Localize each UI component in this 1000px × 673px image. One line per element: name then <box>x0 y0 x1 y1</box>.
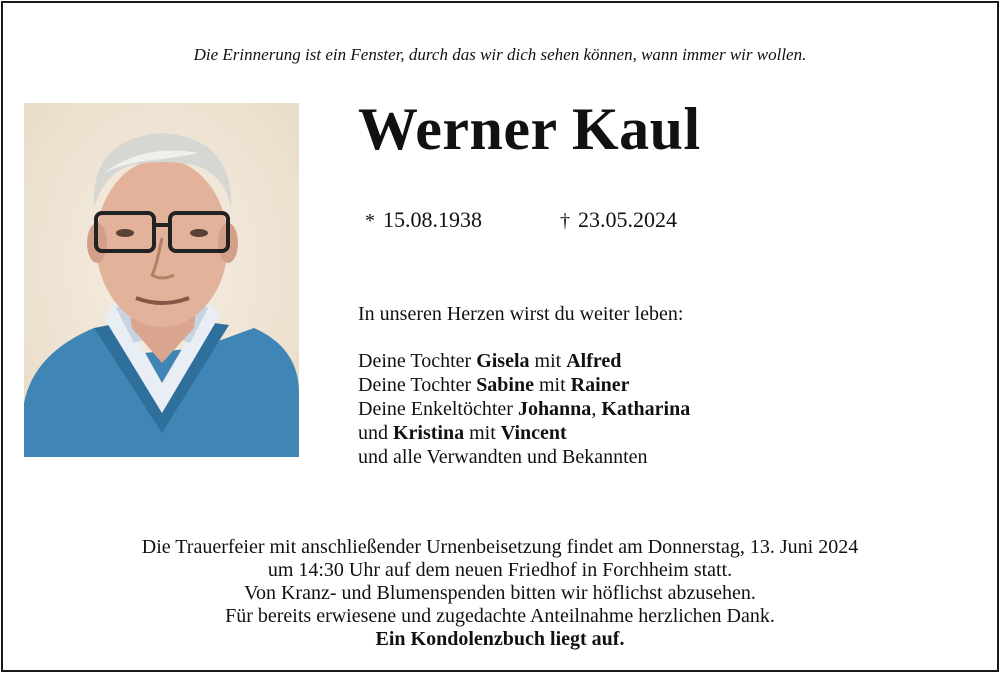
mourner-line <box>358 397 690 421</box>
mourner-connector: mit <box>534 374 571 396</box>
mourner-name: Alfred <box>566 350 622 372</box>
mourner-name: Sabine <box>476 374 534 396</box>
mourner-connector: mit <box>529 350 567 372</box>
birth-date-value: 15.08.1938 <box>383 207 482 232</box>
notice-line: Die Trauerfeier mit anschließender Urnenbeisetzung findet am Donnerstag, 13. Juni 2024 <box>141 536 859 558</box>
mourner-name: Rainer <box>570 374 630 396</box>
mourner-relation: Deine Tochter <box>358 350 477 372</box>
motto-quote: Die Erinnerung ist ein Fenster, durch das wir dich sehen können, wann immer wir wollen. <box>193 45 807 64</box>
portrait-illustration <box>24 103 299 457</box>
death-cross-icon: † <box>560 210 570 232</box>
condolence-book-note: Ein Kondolenzbuch liegt auf. <box>375 628 625 650</box>
mourner-relation: Deine Tochter <box>358 374 477 396</box>
mourners-list <box>358 349 690 469</box>
notice-line: um 14:30 Uhr auf dem neuen Friedhof in Forchheim statt. <box>267 559 733 581</box>
portrait-photo <box>24 103 299 457</box>
birth-date <box>365 207 482 233</box>
mourner-line <box>358 373 690 397</box>
mourner-name: Johanna <box>517 398 592 420</box>
funeral-notice <box>3 536 997 651</box>
mourner-line: und alle Verwandten und Bekannten <box>358 446 648 468</box>
mourner-relation: Deine Enkeltöchter <box>358 398 518 420</box>
mourner-name: Katharina <box>601 398 691 420</box>
mourner-connector: mit <box>464 422 501 444</box>
birth-star-icon: * <box>365 210 375 232</box>
mourner-name: Gisela <box>476 350 530 372</box>
mourner-connector: , <box>591 398 602 420</box>
death-date <box>560 207 677 233</box>
mourning-subtitle: In unseren Herzen wirst du weiter leben: <box>358 303 684 325</box>
mourner-line <box>358 421 690 445</box>
mourner-relation: und <box>358 422 393 444</box>
mourner-name: Vincent <box>500 422 567 444</box>
notice-line: Von Kranz- und Blumenspenden bitten wir höflichst abzusehen. <box>244 582 756 604</box>
notice-line: Für bereits erwiesene und zugedachte Anteilnahme herzlichen Dank. <box>225 605 775 627</box>
mourner-line <box>358 349 690 373</box>
deceased-name: Werner Kaul <box>358 96 701 162</box>
mourner-name: Kristina <box>393 422 465 444</box>
obituary-notice <box>1 1 999 672</box>
death-date-value: 23.05.2024 <box>578 207 677 232</box>
